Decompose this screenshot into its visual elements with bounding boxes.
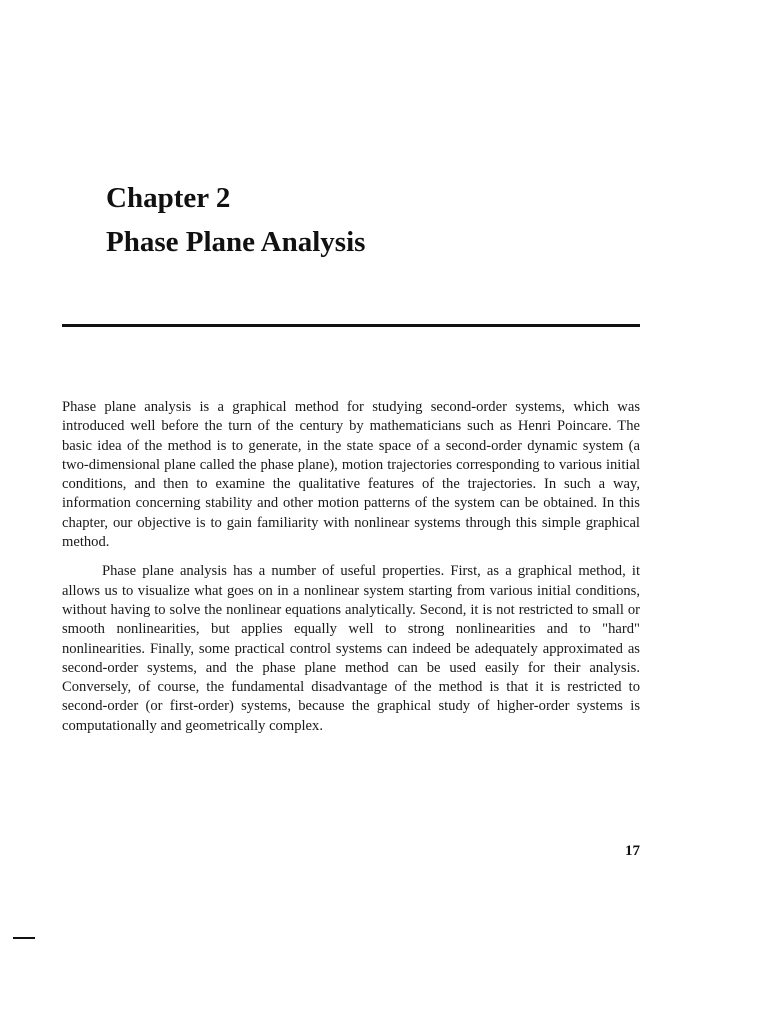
chapter-intro-body [62, 398, 640, 736]
chapter-divider-rule [62, 324, 640, 327]
page-number: 17 [625, 843, 640, 859]
chapter-label: Chapter 2 [106, 182, 231, 214]
paragraph-properties: Phase plane analysis has a number of useful properties. First, as a graphical method, it allows us to visualize what goes on in a nonlinear system starting from various initial conditions, without having to solve the nonlinear equations analytically. Second, it is not restricted to small or smooth nonlinearities, but applies equally well to strong nonlinearities and to "hard" nonlinearities. Finally, some practical control systems can indeed be adequately approximated as second-order systems, and the phase plane method can be used easily for their analysis. Conversely, of course, the fundamental disadvantage of the method is that it is restricted to second-order (or first-order) systems, because the graphical study of higher-order systems is computationally and geometrically complex. [62, 563, 640, 734]
scan-margin-mark [13, 937, 35, 939]
paragraph-intro: Phase plane analysis is a graphical method for studying second-order systems, which was introduced well before the turn of the century by mathematicians such as Henri Poincare. The basic idea of the method is to generate, in the state space of a second-order dynamic system (a two-dimensional plane called the phase plane), motion trajectories corresponding to various initial conditions, and then to examine the qualitative features of the trajectories. In such a way, information concerning stability and other motion patterns of the system can be obtained. In this chapter, our objective is to gain familiarity with nonlinear systems through this simple graphical method. [62, 399, 640, 551]
chapter-heading [106, 176, 365, 264]
chapter-title: Phase Plane Analysis [106, 226, 366, 258]
